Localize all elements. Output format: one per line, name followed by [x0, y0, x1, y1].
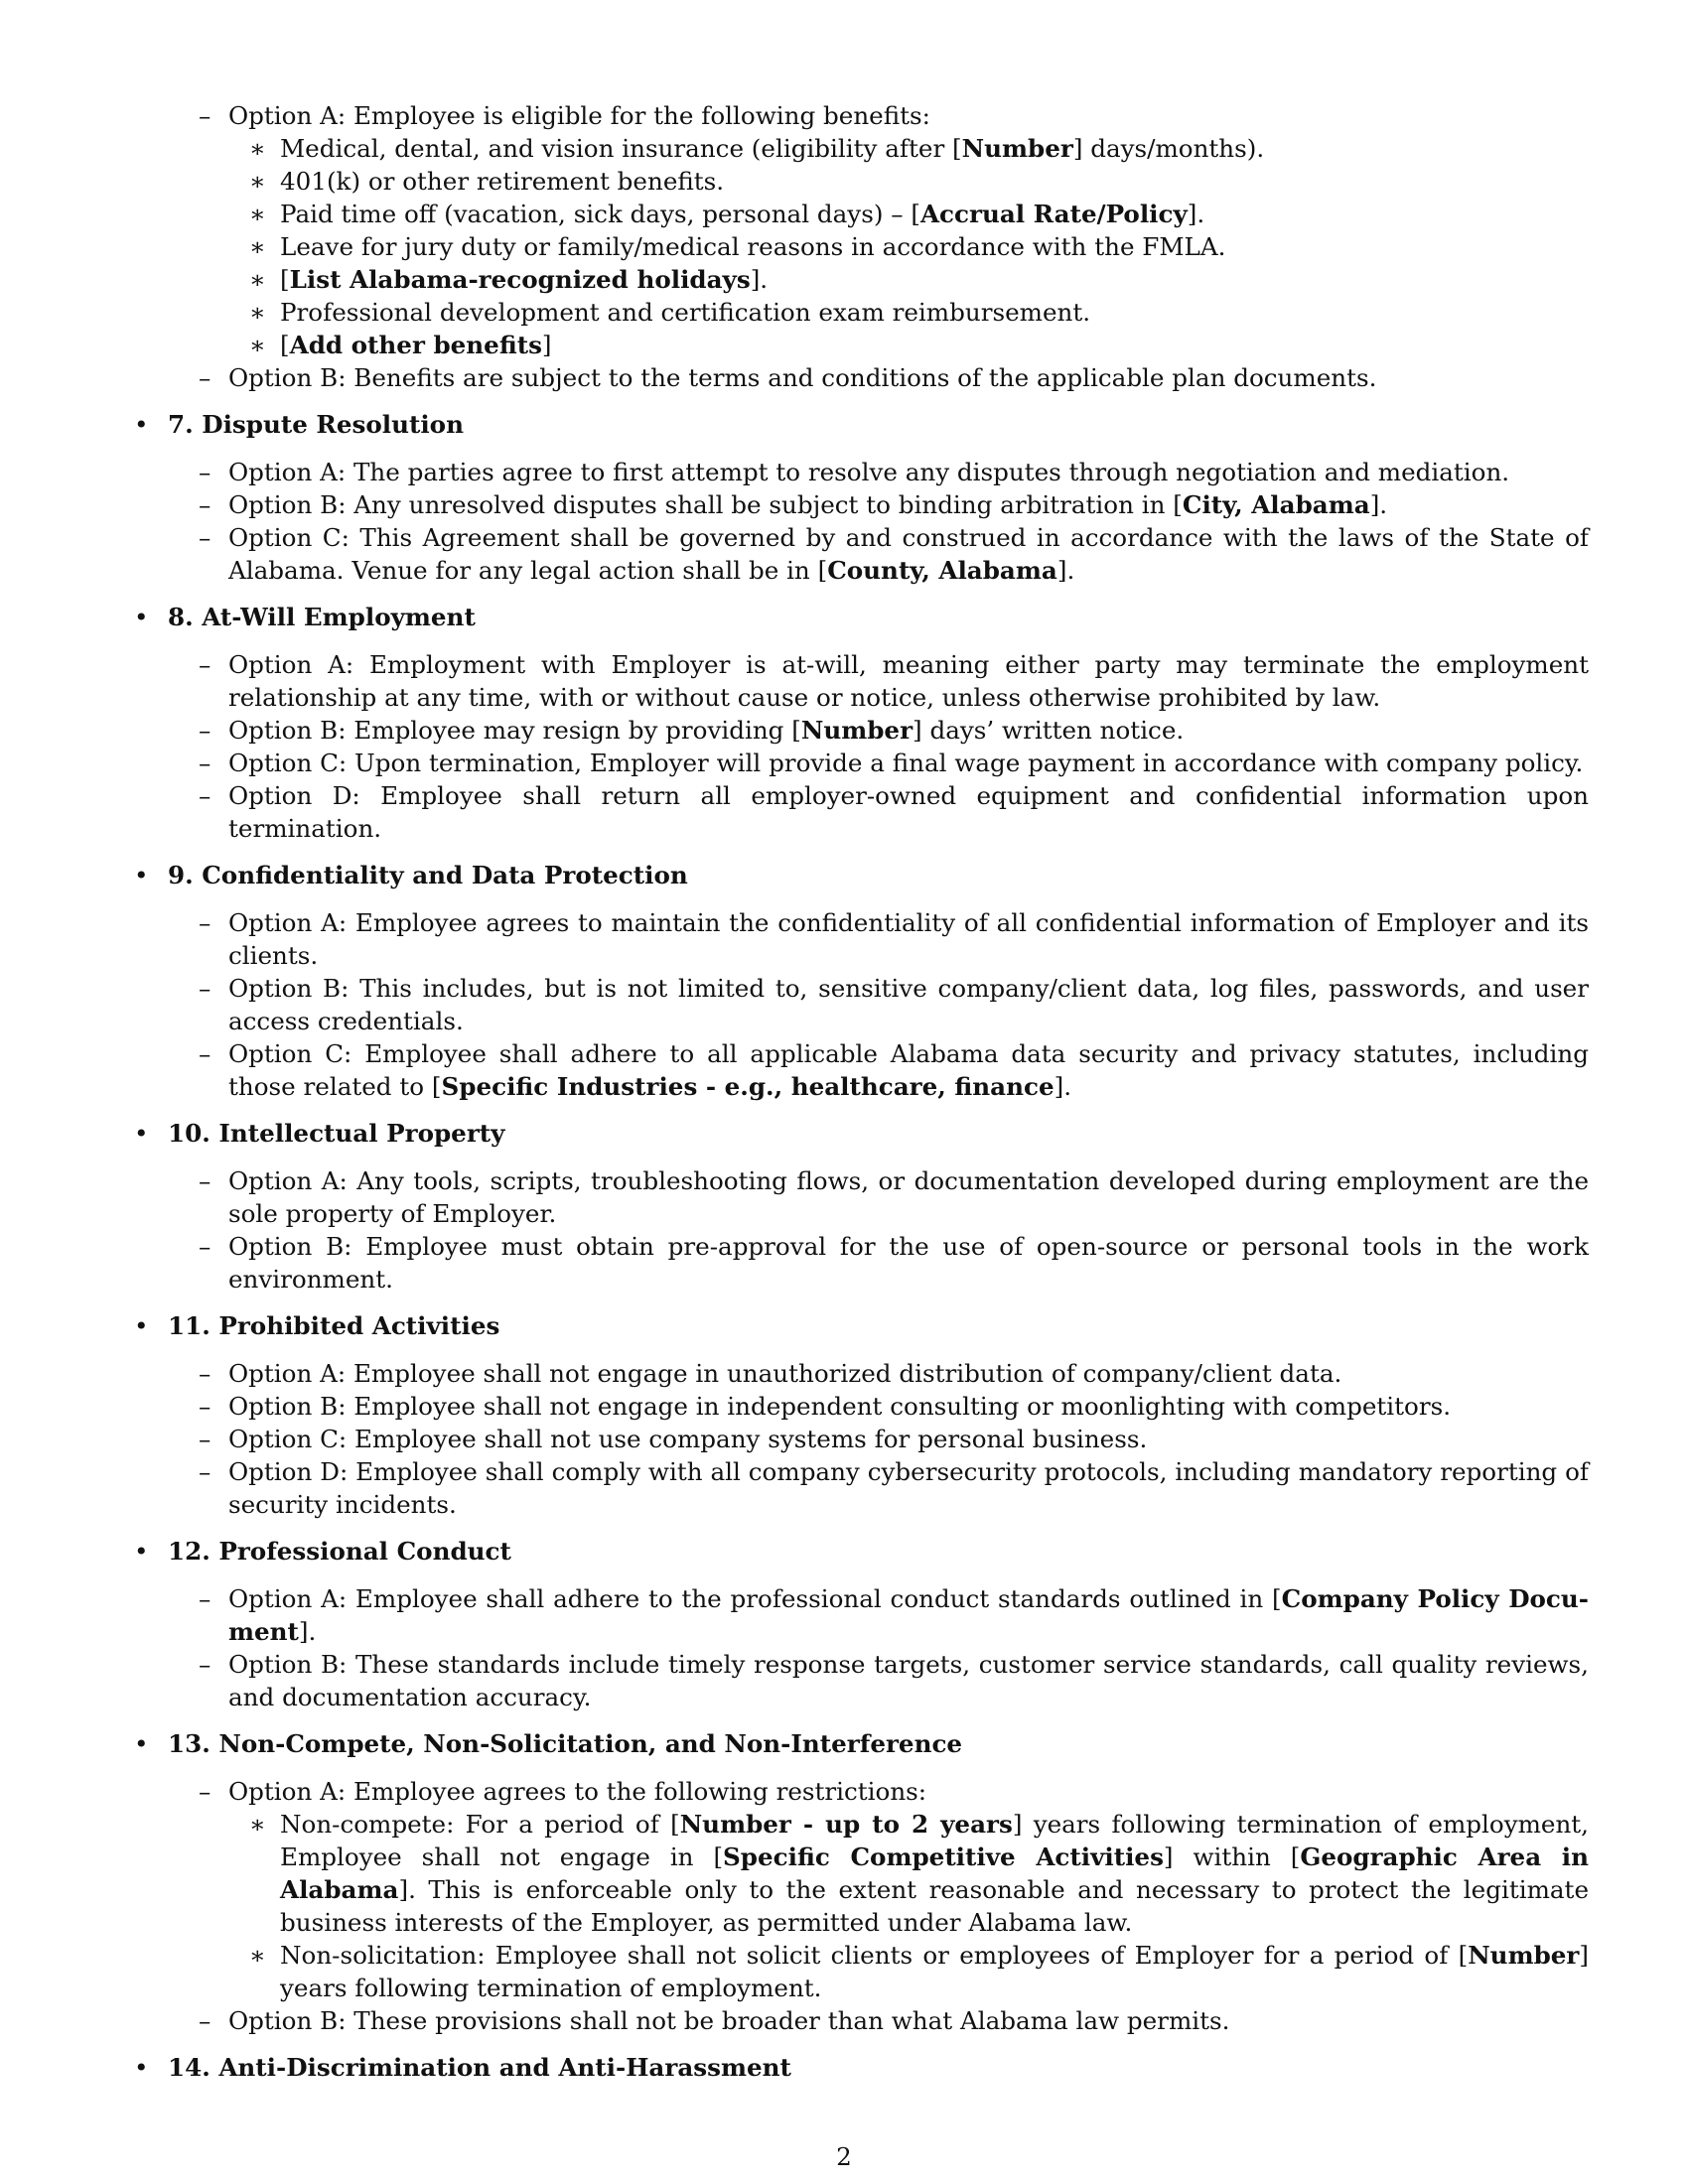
- section-heading-confidentiality: • 9. Confidentiality and Data Protection: [134, 859, 1589, 891]
- option-a-restrictions: – Option A: Employee agrees to the following restrictions:: [134, 1775, 1589, 1808]
- placeholder-holidays: [ List Alabama-recognized holidays ]: [280, 265, 760, 294]
- benefit-medical: ∗ Medical, dental, and vision insurance (eligibility after [ Number ] days/months).: [134, 132, 1589, 165]
- option-a-at-will: – Option A: Employment with Employer is at-will, meaning either party may terminate the employment relationship at any time, with or without cause or notice, unless otherwise prohibited by law.: [134, 648, 1589, 714]
- document-page: [134, 99, 1589, 2099]
- placeholder-competitive-activities: [ Specific Competitive Activities ]: [713, 1843, 1173, 1871]
- option-c-confidentiality: – Option C: Employee shall adhere to all applicable Alabama data security and privacy statutes, including those related to [ Specific Industries - e.g., healthcare, finance ] .: [134, 1037, 1589, 1103]
- section-heading-non-compete: • 13. Non-Compete, Non-Solicitation, and Non-Interference: [134, 1727, 1589, 1760]
- benefit-development: ∗ Professional development and certification exam reimbursement.: [134, 296, 1589, 329]
- option-a-conduct: – Option A: Employee shall adhere to the professional conduct standards outlined in [ Company Policy Document ] .: [134, 1582, 1589, 1648]
- option-b-benefits: – Option B: Benefits are subject to the terms and conditions of the applicable plan documents.: [134, 361, 1589, 394]
- option-b-dispute: – Option B: Any unresolved disputes shall be subject to binding arbitration in [ City, Alabama ] .: [134, 488, 1589, 521]
- option-a-dispute: – Option A: The parties agree to first attempt to resolve any disputes through negotiation and mediation.: [134, 456, 1589, 488]
- option-a-ip: – Option A: Any tools, scripts, troubleshooting flows, or documentation developed during employment are the sole property of Employer.: [134, 1164, 1589, 1230]
- section-heading-anti-discrimination: • 14. Anti-Discrimination and Anti-Harassment: [134, 2051, 1589, 2084]
- option-b-ip: – Option B: Employee must obtain pre-approval for the use of open-source or personal tools in the work environment.: [134, 1230, 1589, 1296]
- section-heading-dispute-resolution: • 7. Dispute Resolution: [134, 408, 1589, 441]
- benefit-other: [134, 329, 1589, 361]
- placeholder-policy-document: [ Company Policy Document ]: [228, 1584, 1589, 1646]
- section-heading-professional-conduct: • 12. Professional Conduct: [134, 1535, 1589, 1568]
- option-b-conduct: – Option B: These standards include timely response targets, customer service standards, call quality reviews, and documentation accuracy.: [134, 1648, 1589, 1713]
- placeholder-number: [ Number ]: [952, 134, 1082, 163]
- placeholder-city: [ City, Alabama ]: [1173, 490, 1379, 519]
- section-heading-prohibited-activities: • 11. Prohibited Activities: [134, 1309, 1589, 1342]
- option-b-confidentiality: – Option B: This includes, but is not limited to, sensitive company/client data, log files, passwords, and user access credentials.: [134, 972, 1589, 1037]
- option-a-benefits: – Option A: Employee is eligible for the following benefits:: [134, 99, 1589, 132]
- option-a-confidentiality: – Option A: Employee agrees to maintain the confidentiality of all confidential information of Employer and its clients.: [134, 906, 1589, 972]
- placeholder-geographic-area: [ Geographic Area in Alabama ]: [280, 1843, 1589, 1904]
- placeholder-number: [ Number ]: [1459, 1941, 1589, 1970]
- page-number: 2: [836, 2142, 852, 2171]
- placeholder-number: [ Number ]: [791, 716, 921, 745]
- placeholder-number-years: [ Number - up to 2 years ]: [670, 1810, 1022, 1839]
- benefit-leave: ∗ Leave for jury duty or family/medical reasons in accordance with the FMLA.: [134, 230, 1589, 263]
- section-heading-intellectual-property: • 10. Intellectual Property: [134, 1117, 1589, 1150]
- benefit-holidays: ∗ [ List Alabama-recognized holidays ] .: [134, 263, 1589, 296]
- non-solicitation-clause: ∗ Non-solicitation: Employee shall not solicit clients or employees of Employer for a period of [ Number ] years following termination of employment.: [134, 1939, 1589, 2004]
- benefit-retirement: ∗ 401(k) or other retirement benefits.: [134, 165, 1589, 198]
- placeholder-accrual-rate: [ Accrual Rate/Policy ]: [911, 200, 1196, 228]
- option-d-at-will: – Option D: Employee shall return all employer-owned equipment and confidential information upon termination.: [134, 779, 1589, 845]
- benefit-pto: ∗ Paid time off (vacation, sick days, personal days) – [ Accrual Rate/Policy ] .: [134, 198, 1589, 230]
- option-b-at-will: – Option B: Employee may resign by providing [ Number ] days’ written notice.: [134, 714, 1589, 747]
- non-compete-clause: ∗ Non-compete: For a period of [ Number - up to 2 years ] years following termination of employment, Employee shall not engage in [ Specific Competitive Activities ] within [ Geographic Area in Alabama ] . This is enforceable only to the extent reasonable and necessary to protect the legitimate business interests of the Employer, as permitted under Alabama law.: [134, 1808, 1589, 1939]
- option-b-restrictions: – Option B: These provisions shall not be broader than what Alabama law permits.: [134, 2004, 1589, 2037]
- section-heading-at-will: • 8. At-Will Employment: [134, 601, 1589, 633]
- option-c-prohibited: – Option C: Employee shall not use company systems for personal business.: [134, 1423, 1589, 1455]
- option-b-prohibited: – Option B: Employee shall not engage in independent consulting or moonlighting with competitors.: [134, 1390, 1589, 1423]
- option-d-prohibited: – Option D: Employee shall comply with all company cybersecurity protocols, including mandatory reporting of security incidents.: [134, 1455, 1589, 1521]
- placeholder-county: [ County, Alabama ]: [818, 556, 1067, 585]
- option-c-dispute: – Option C: This Agreement shall be governed by and construed in accordance with the laws of the State of Alabama. Venue for any legal action shall be in [ County, Alabama ] .: [134, 521, 1589, 587]
- option-c-at-will: – Option C: Upon termination, Employer will provide a final wage payment in accordance with company policy.: [134, 747, 1589, 779]
- option-a-prohibited: – Option A: Employee shall not engage in unauthorized distribution of company/client data.: [134, 1357, 1589, 1390]
- placeholder-other-benefits: [ Add other benefits ]: [280, 331, 552, 359]
- placeholder-industries: [ Specific Industries - e.g., healthcare, finance ]: [432, 1072, 1063, 1101]
